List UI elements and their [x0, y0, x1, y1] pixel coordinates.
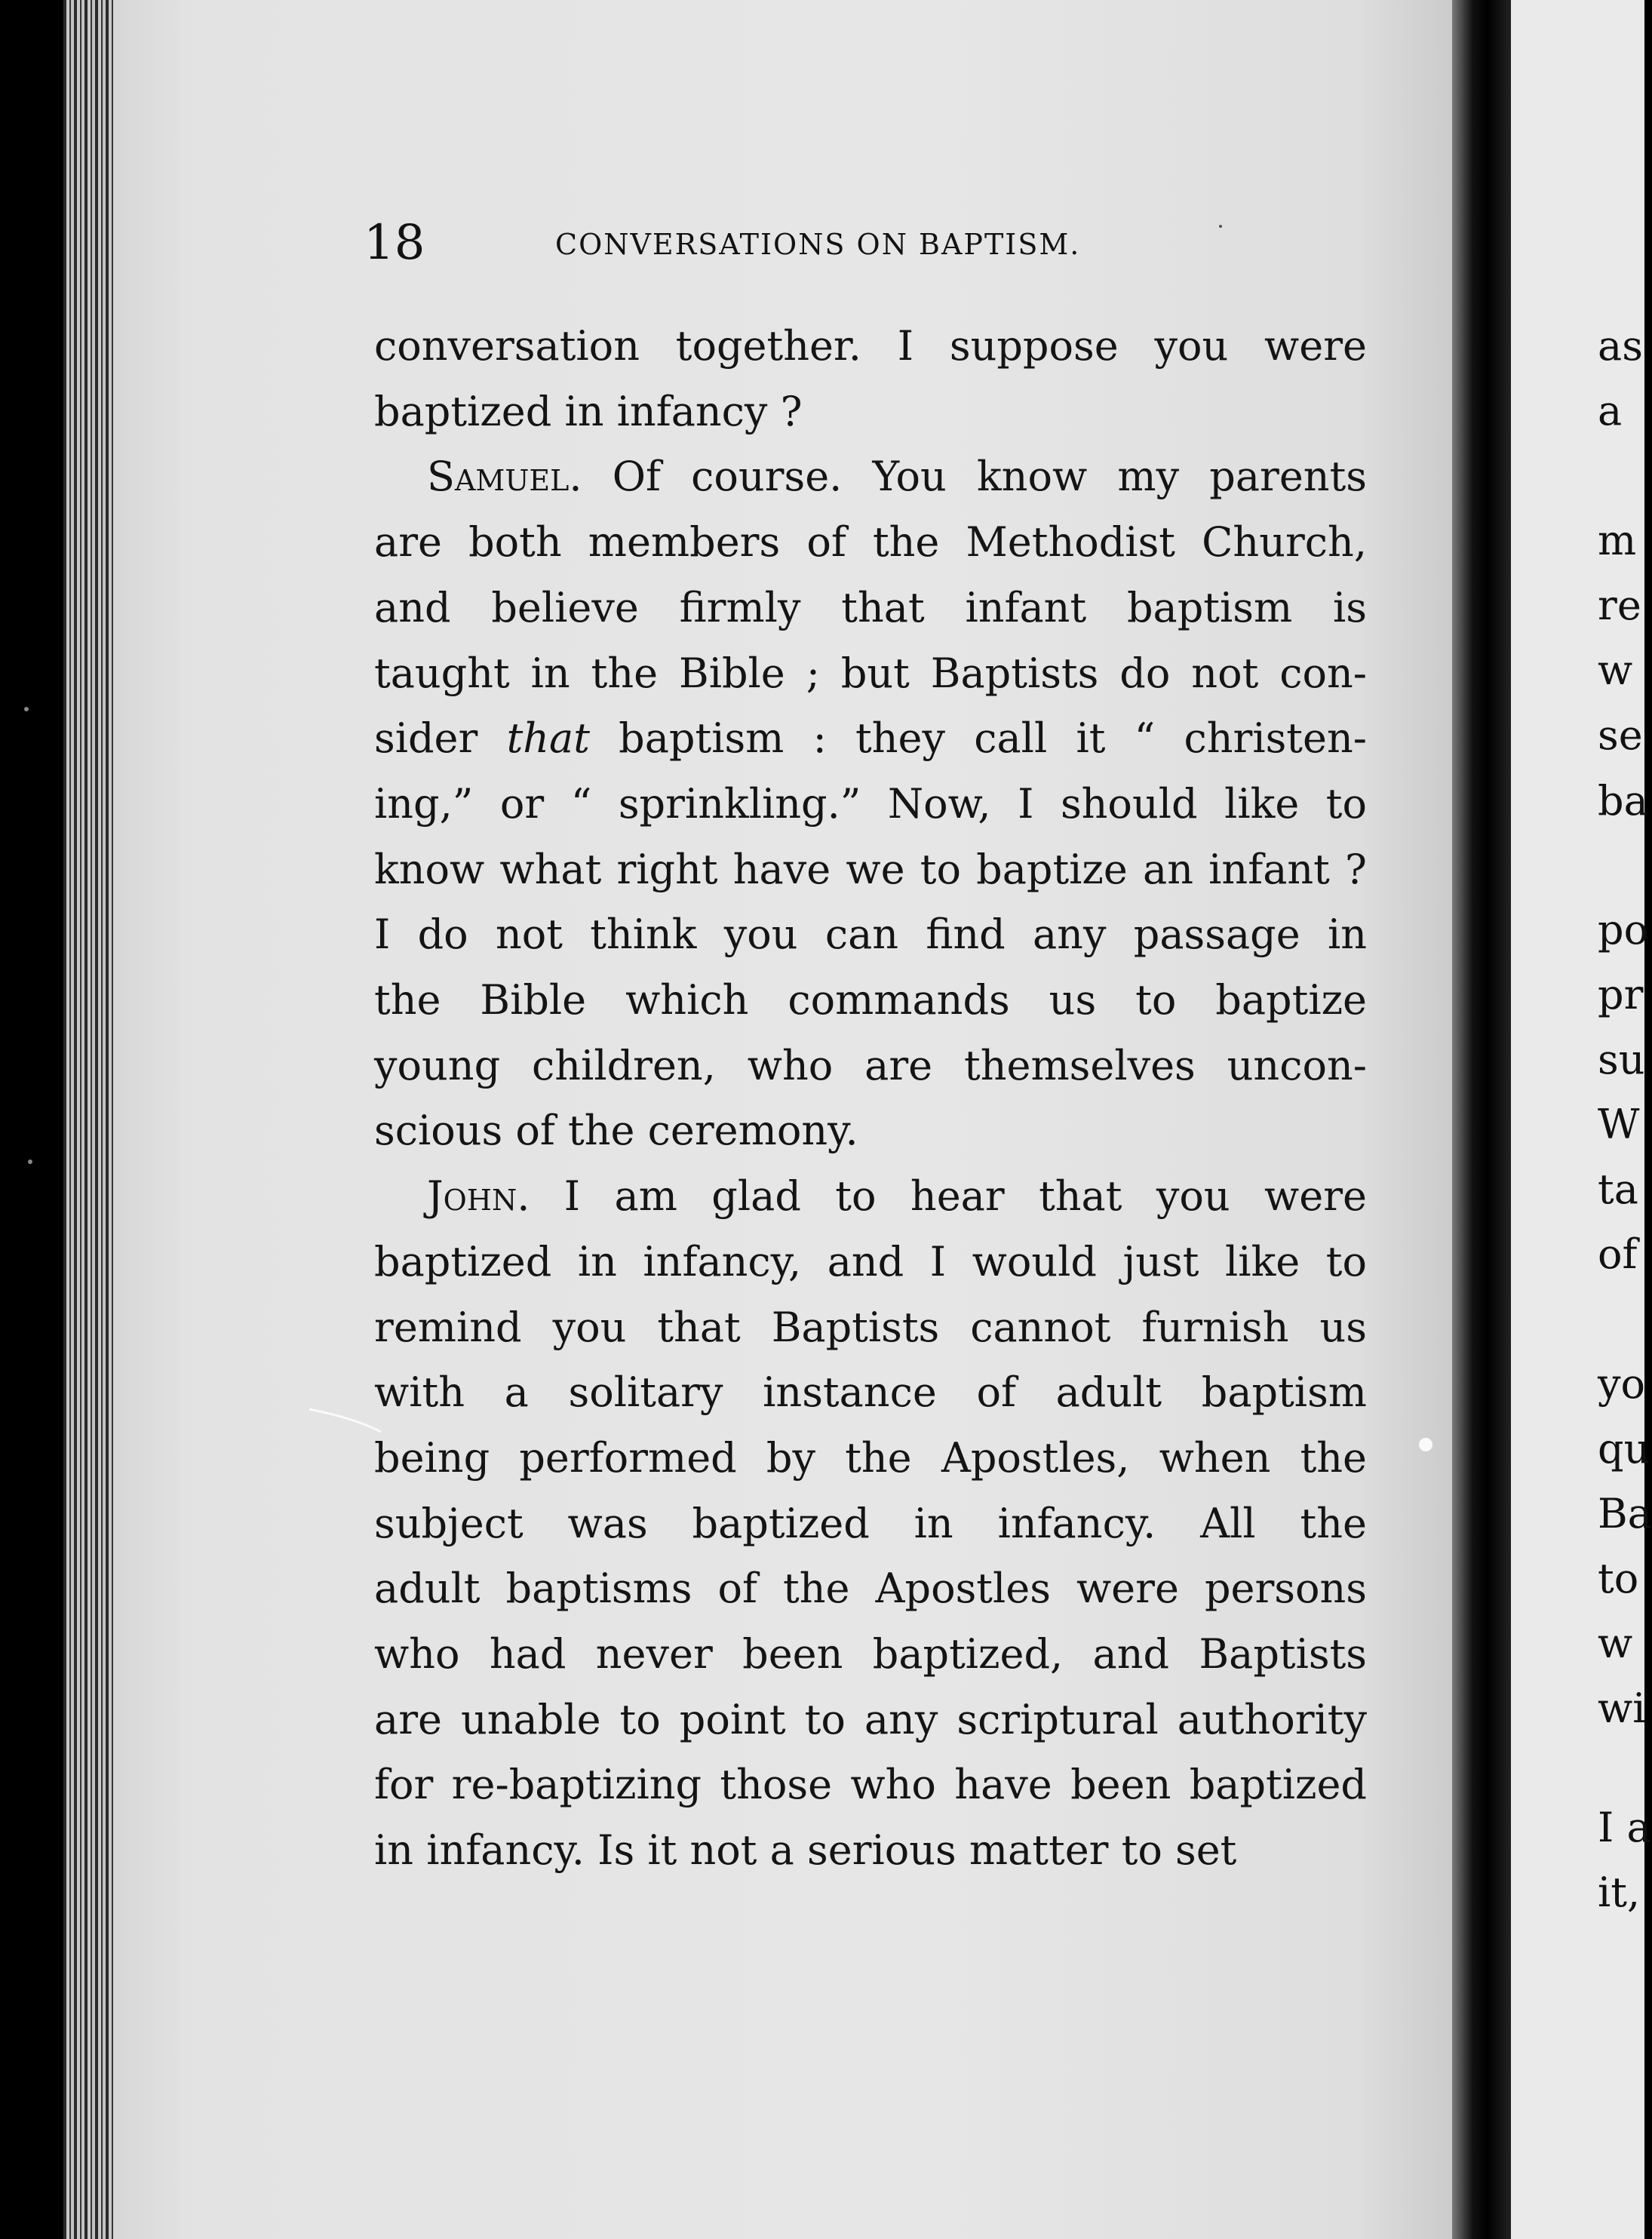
facing-page-fragment: su: [1598, 1036, 1645, 1083]
facing-page-fragment: pr: [1598, 971, 1644, 1018]
text-line: remind you that Baptists cannot furnish us: [374, 1303, 1367, 1351]
text-line: being performed by the Apostles, when the: [374, 1433, 1367, 1482]
facing-page-fragment: of: [1598, 1230, 1638, 1278]
facing-page-fragment: wi: [1598, 1685, 1646, 1732]
running-head: CONVERSATIONS ON BAPTISM.: [555, 228, 1081, 261]
facing-page-fragment: qu: [1598, 1425, 1650, 1473]
text-line: Samuel. Of course. You know my parents: [427, 453, 1367, 501]
facing-page-fragment: W: [1598, 1101, 1640, 1148]
book-gutter: [1452, 0, 1511, 2239]
facing-page-fragment: as: [1598, 322, 1643, 370]
text-line: subject was baptized in infancy. All the: [374, 1499, 1367, 1547]
text-line: who had never been baptized, and Baptists: [374, 1630, 1367, 1678]
text-line: with a solitary instance of adult baptism: [374, 1368, 1367, 1417]
facing-page-fragment: ta: [1598, 1166, 1638, 1213]
text-line: baptized in infancy, and I would just like to: [374, 1237, 1367, 1285]
text-line: know what right have we to baptize an infant ?: [374, 845, 1367, 893]
text-line: baptized in infancy ?: [374, 387, 803, 435]
text-line: I do not think you can find any passage in: [374, 911, 1367, 959]
text-line: are unable to point to any scriptural authority: [374, 1695, 1367, 1743]
facing-page-fragment: it,: [1598, 1869, 1641, 1916]
facing-page-fragment: m: [1598, 517, 1637, 564]
text-line: conversation together. I suppose you were: [374, 322, 1367, 370]
text-line: John. I am glad to hear that you were: [427, 1172, 1367, 1221]
speaker-name: John.: [427, 1172, 530, 1221]
facing-page-fragment: w: [1598, 1620, 1633, 1667]
facing-page-sliver: [1511, 0, 1652, 2239]
text-line: ing,” or “ sprinkling.” Now, I should like to: [374, 779, 1367, 828]
facing-page-fragment: w: [1598, 647, 1633, 694]
facing-page-fragment: re: [1598, 582, 1641, 629]
facing-page-fragment: ba: [1598, 777, 1648, 825]
page-edge-stack: [63, 0, 118, 2239]
facing-page-fragment: to: [1598, 1555, 1639, 1602]
text-line: for re-baptizing those who have been baptized: [374, 1761, 1367, 1809]
text-line: and believe firmly that infant baptism is: [374, 583, 1367, 631]
facing-page-fragment: a: [1598, 387, 1623, 435]
text-line: the Bible which commands us to baptize: [374, 976, 1367, 1024]
facing-page-fragment: se: [1598, 711, 1643, 759]
speaker-name: Samuel.: [427, 453, 582, 501]
text-line: are both members of the Methodist Church,: [374, 518, 1367, 567]
facing-page-fragment: I a: [1598, 1804, 1651, 1851]
text-line: scious of the ceremony.: [374, 1107, 858, 1155]
facing-page-fragment: po: [1598, 906, 1649, 954]
text-line: sider that baptism : they call it “ christen-: [374, 714, 1367, 763]
text-line: in infancy. Is it not a serious matter to set: [374, 1826, 1237, 1875]
text-line: young children, who are themselves uncon-: [374, 1041, 1367, 1089]
emphasis: that: [506, 714, 590, 763]
text-line: adult baptisms of the Apostles were persons: [374, 1565, 1367, 1613]
page-number: 18: [364, 215, 425, 271]
facing-page-fragment: Ba: [1598, 1490, 1652, 1537]
facing-page-fragment: yo: [1598, 1360, 1646, 1408]
text-line: taught in the Bible ; but Baptists do not con-: [374, 649, 1367, 697]
